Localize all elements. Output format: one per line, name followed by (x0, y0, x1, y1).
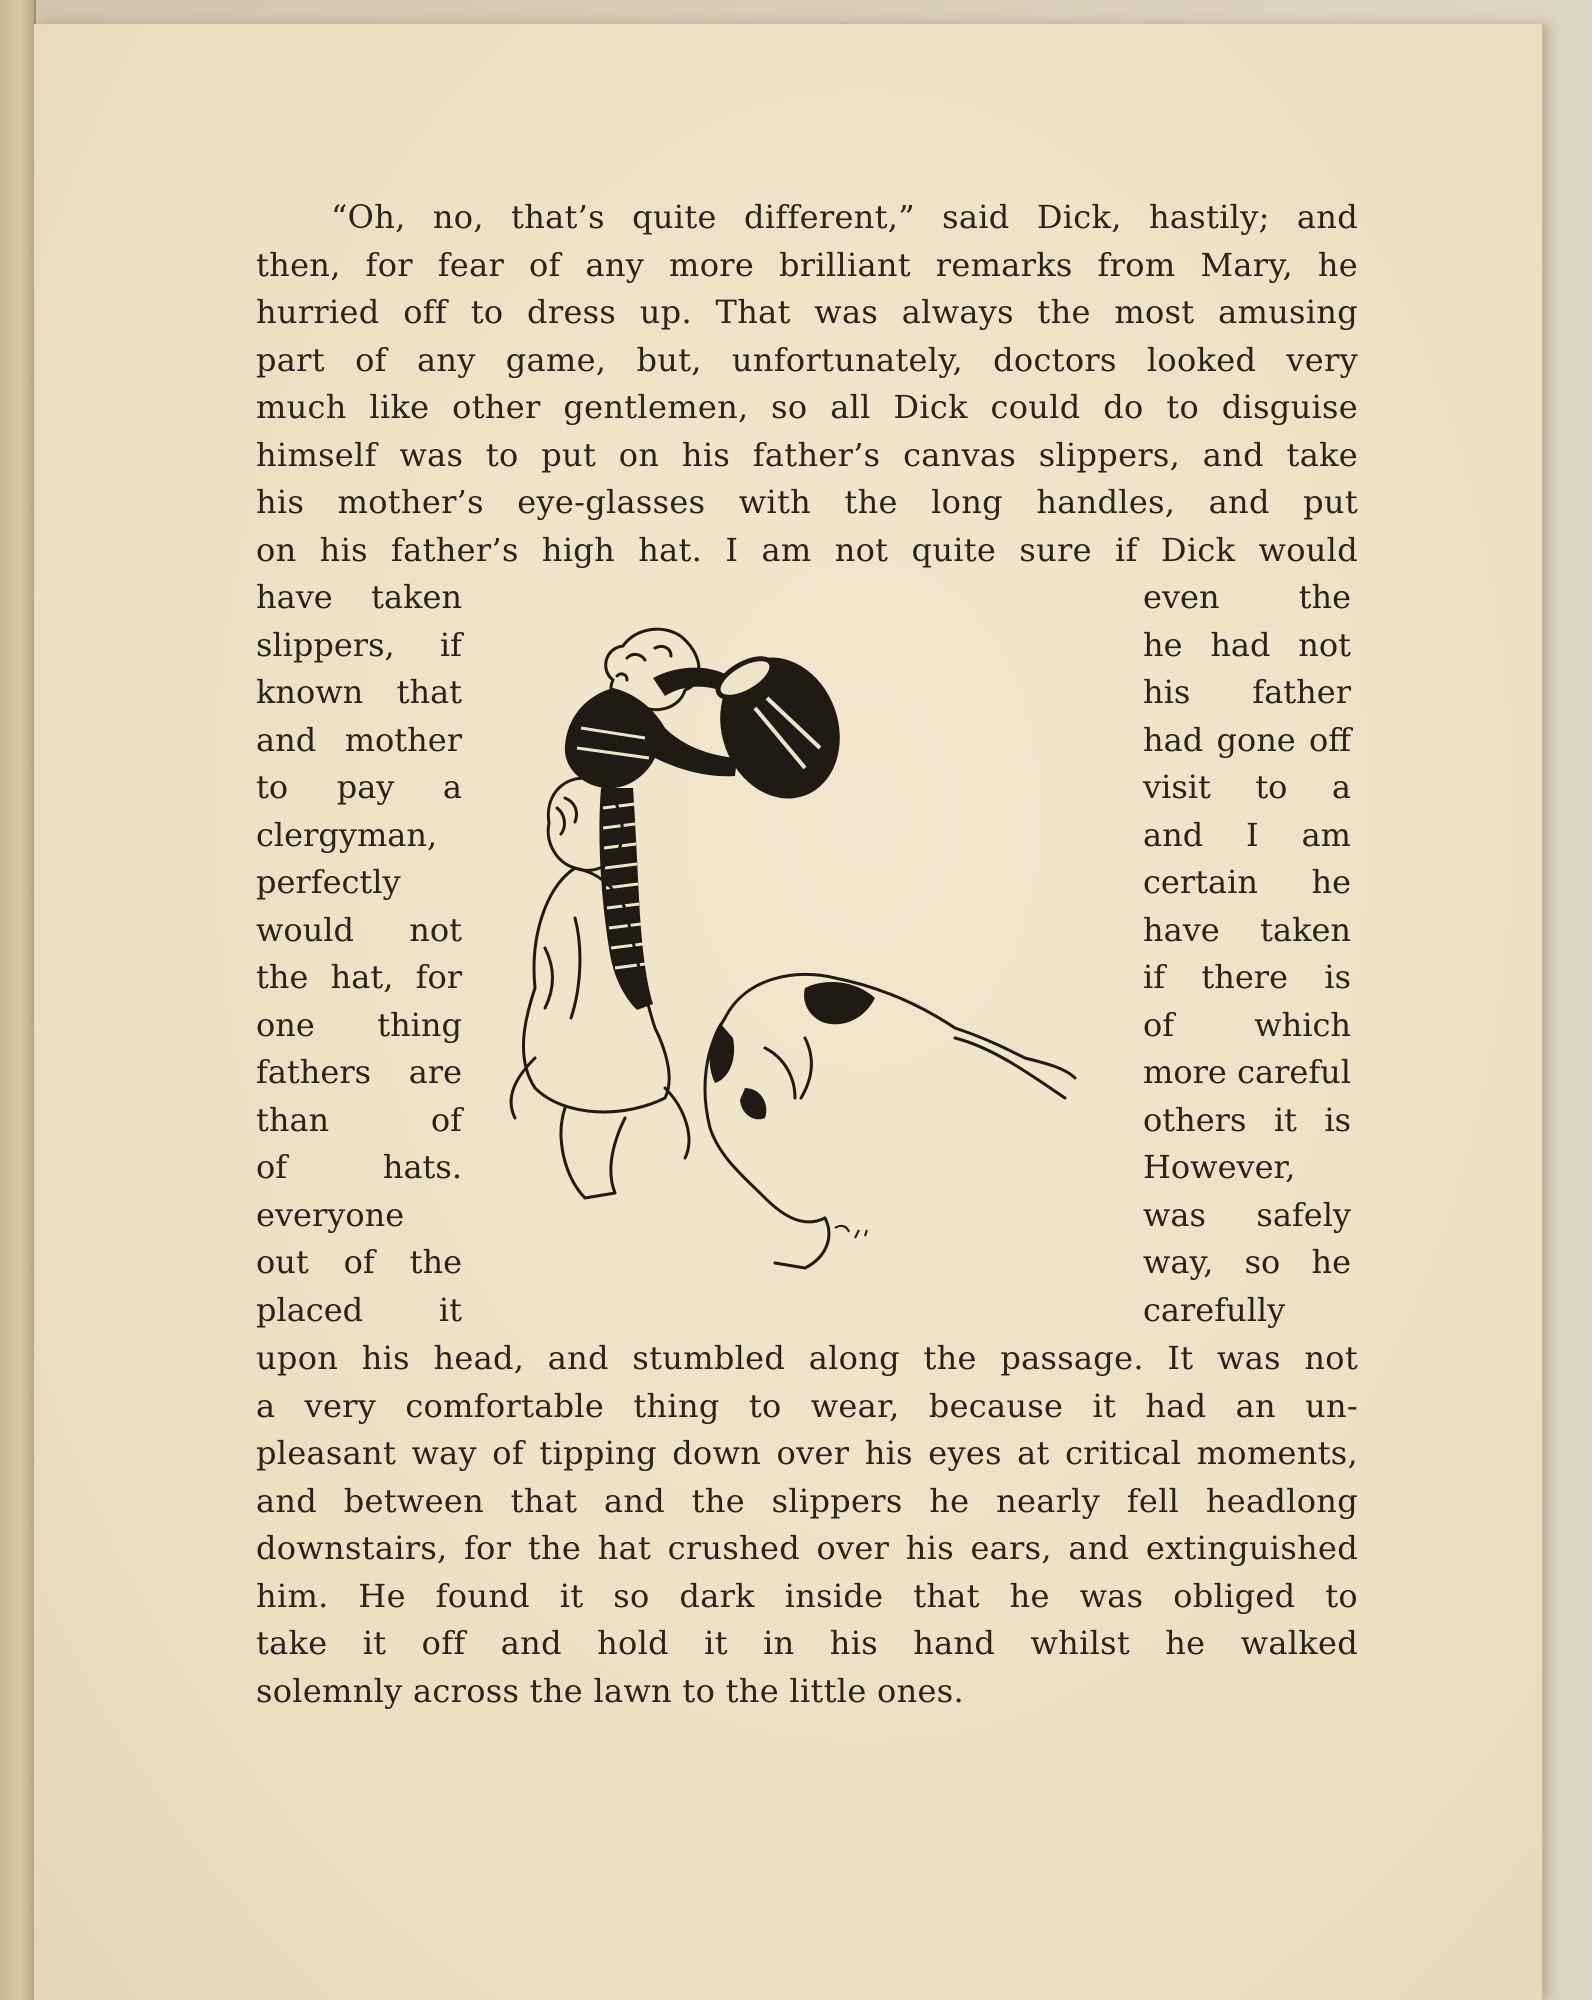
text-line: to pay a (256, 768, 462, 806)
dog-tail (955, 1038, 1065, 1098)
text-line: known that (256, 673, 462, 711)
text-line: he had not (1143, 625, 1351, 664)
text-line: “Oh, no, that’s quite different,” said Dick, hastily; and (331, 198, 1358, 236)
text-line: one thing (256, 1005, 462, 1044)
text-line: have taken (1143, 910, 1351, 949)
text-line: However, (1143, 1148, 1296, 1186)
text-line: him. He found it so dark inside that he was obliged to (256, 1576, 1358, 1615)
text-line: have taken (256, 578, 462, 616)
text-line: then, for fear of any more brilliant remarks from Mary, he (256, 245, 1358, 284)
text-line: if there is (1143, 958, 1351, 996)
text-line: visit to a (1143, 768, 1351, 806)
text-line: more careful (1143, 1053, 1351, 1091)
text-line: part of any game, but, unfortunately, doctors looked very (256, 340, 1358, 379)
text-line: pleasant way of tipping down over his eyes at critical moments, (256, 1434, 1358, 1472)
text-line: upon his head, and stumbled along the passage. It was not (256, 1339, 1358, 1377)
boy-legs (599, 788, 653, 1010)
text-line: his father (1143, 673, 1351, 711)
text-line: and between that and the slippers he nearly fell headlong (256, 1481, 1358, 1520)
text-line: had gone off (1143, 720, 1351, 759)
text-line: certain he (1143, 863, 1351, 901)
text-line: his mother’s eye-glasses with the long handles, and put (256, 483, 1358, 521)
text-line: out of the (256, 1243, 462, 1281)
left-text-column (256, 574, 462, 1334)
text-line: clergyman, (256, 815, 438, 854)
boy-arm-raised (653, 668, 725, 696)
text-line: hurried off to dress up. That was always the most amusing (256, 293, 1358, 331)
text-line: everyone (256, 1195, 405, 1234)
text-line: than of (256, 1100, 462, 1139)
girl-legs (561, 1108, 625, 1198)
top-hat (701, 641, 859, 816)
text-line: downstairs, for the hat crushed over his ears, and extinguished (256, 1529, 1358, 1567)
text-line: was safely (1143, 1195, 1351, 1234)
text-line: and I am (1143, 815, 1351, 854)
text-line: of hats. (256, 1148, 462, 1186)
text-line: a very comfortable thing to wear, because it had an un- (256, 1386, 1358, 1425)
text-line: himself was to put on his father’s canvas slippers, and take (256, 435, 1358, 474)
text-line: the hat, for (256, 958, 462, 996)
text-line: fathers are (256, 1053, 462, 1091)
left-page-edge (0, 0, 36, 2000)
bottom-paragraph (256, 1335, 1358, 1715)
text-line: slippers, if (256, 625, 462, 664)
text-line: even the (1143, 578, 1351, 616)
text-line: placed it (256, 1290, 462, 1329)
text-line: others it is (1143, 1100, 1351, 1139)
text-line: of which (1143, 1005, 1351, 1044)
text-line: perfectly (256, 863, 401, 901)
text-line: carefully (1143, 1290, 1286, 1329)
text-line: solemnly across the lawn to the little ones. (256, 1671, 964, 1710)
dog-ear (710, 1023, 735, 1083)
text-line: would not (256, 910, 462, 949)
dog-body (725, 974, 1075, 1078)
right-text-column (1143, 574, 1351, 1334)
text-line: take it off and hold it in his hand whilst he walked (256, 1624, 1358, 1662)
children-and-dog-illustration (505, 618, 1125, 1318)
boy-jacket (565, 688, 737, 788)
text-line: on his father’s high hat. I am not quite sure if Dick would (256, 530, 1358, 569)
text-line: and mother (256, 720, 462, 759)
text-line: way, so he (1143, 1243, 1351, 1281)
top-paragraph (256, 194, 1358, 574)
dog-patch (804, 982, 875, 1024)
text-line: much like other gentlemen, so all Dick could do to disguise (256, 388, 1358, 426)
